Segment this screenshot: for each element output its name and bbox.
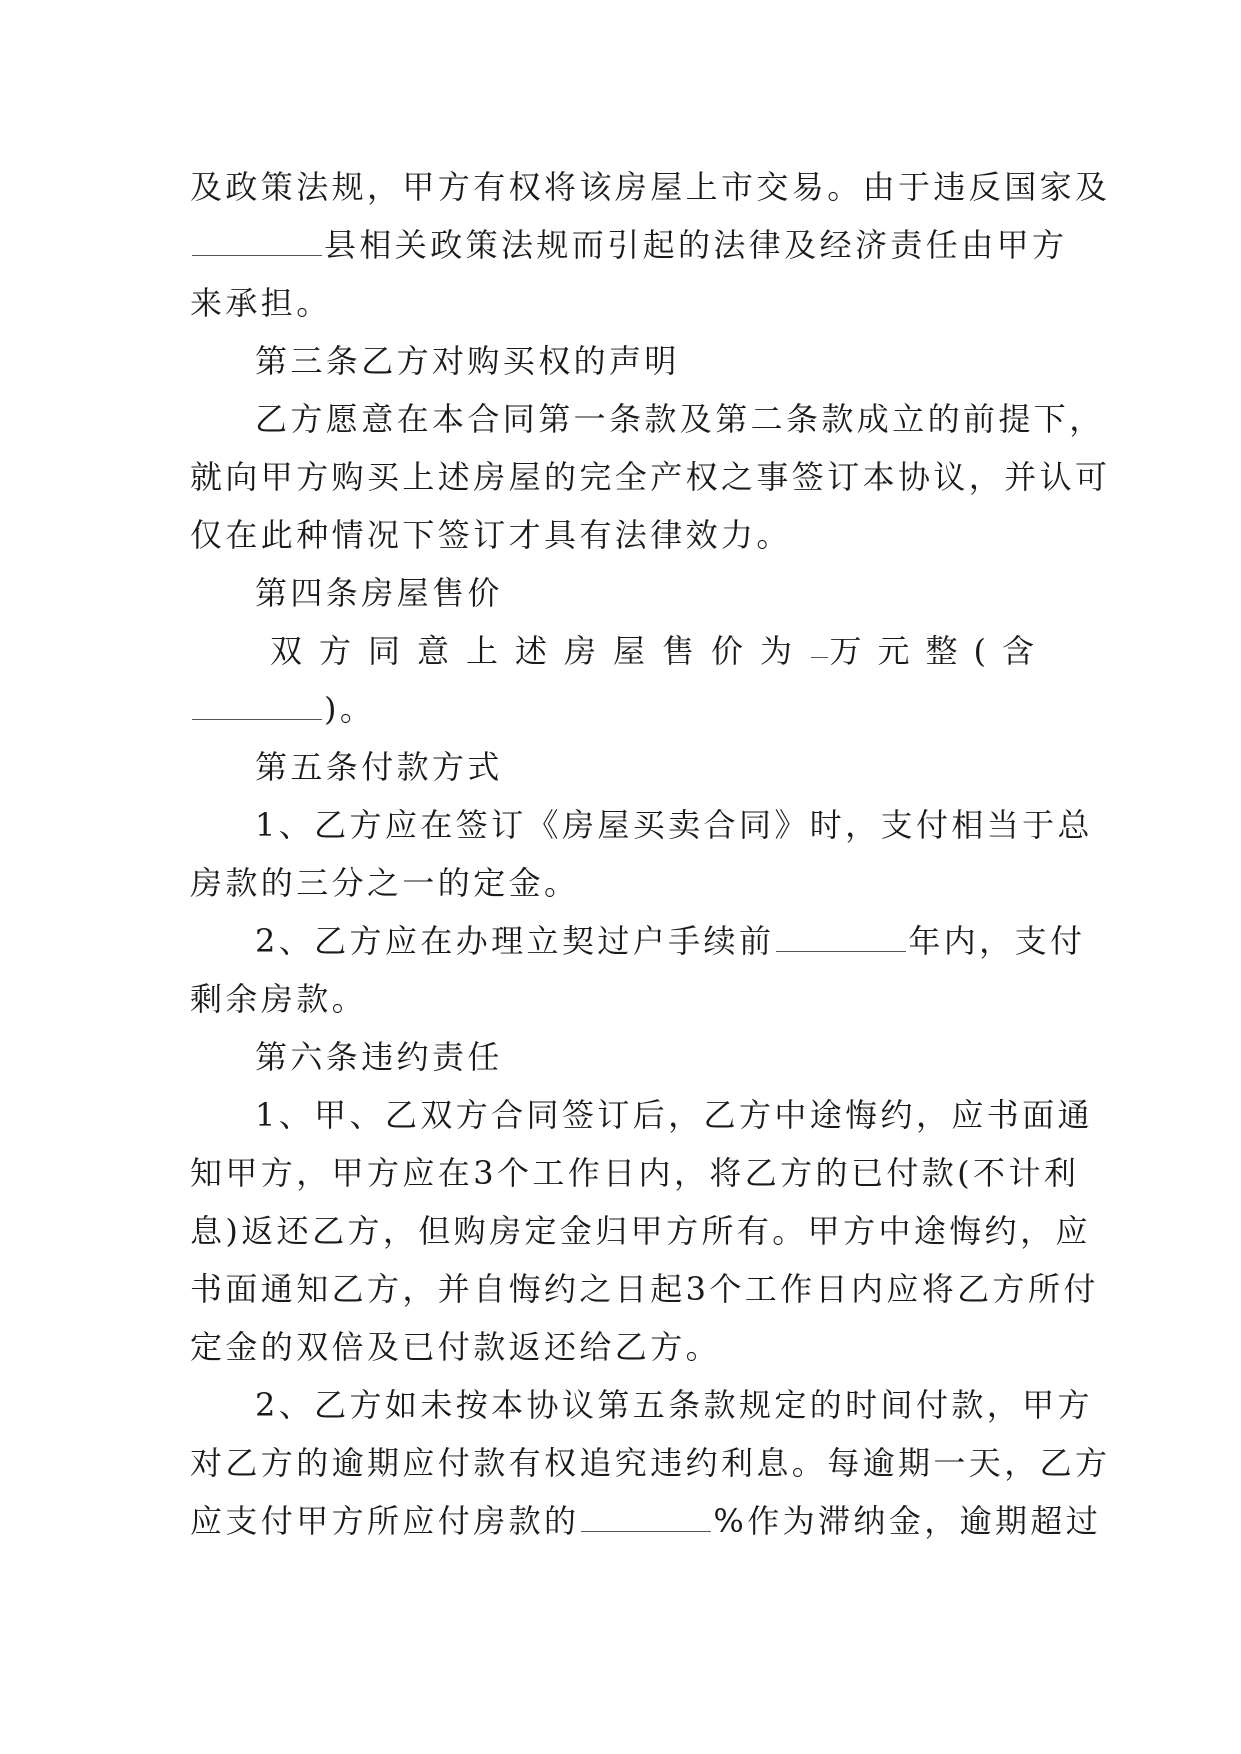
section-heading: 第四条房屋售价 (255, 574, 503, 612)
fill-in-blank (776, 921, 906, 952)
paragraph-line: 1、乙方应在签订《房屋买卖合同》时，支付相当于总 (255, 806, 1093, 844)
paragraph-line: 仅在此种情况下签订才具有法律效力。 (190, 516, 792, 554)
fill-in-blank (581, 1501, 711, 1532)
paragraph-line: 房款的三分之一的定金。 (190, 864, 580, 902)
paragraph-line: )。 (190, 685, 1050, 733)
paragraph-line: 1、甲、乙双方合同签订后，乙方中途悔约，应书面通 (255, 1096, 1093, 1134)
section-heading: 第五条付款方式 (255, 748, 503, 786)
section-heading: 第六条违约责任 (255, 1038, 503, 1076)
paragraph-line: 对乙方的逾期应付款有权追究违约利息。每逾期一天，乙方 (190, 1444, 1111, 1482)
paragraph-line: 知甲方，甲方应在3个工作日内，将乙方的已付款(不计利 (190, 1154, 1080, 1192)
paragraph-line: 2、乙方如未按本协议第五条款规定的时间付款，甲方 (255, 1386, 1093, 1424)
paragraph-line: 乙方愿意在本合同第一条款及第二条款成立的前提下， (255, 400, 1105, 438)
paragraph-line: 及政策法规，甲方有权将该房屋上市交易。由于违反国家及 (190, 168, 1111, 206)
fill-in-blank (811, 627, 827, 658)
paragraph-line: 剩余房款。 (190, 980, 368, 1018)
paragraph-line: 书面通知乙方，并自悔约之日起3个工作日内应将乙方所付 (190, 1270, 1099, 1308)
section-heading: 第三条乙方对购买权的声明 (255, 342, 680, 380)
fill-in-blank (192, 689, 322, 720)
paragraph-line: 应支付甲方所应付房款的 %作为滞纳金，逾期超过 (190, 1502, 1102, 1540)
paragraph-line: 来承担。 (190, 284, 332, 322)
paragraph-line: 定金的双倍及已付款返还给乙方。 (190, 1328, 722, 1366)
paragraph-line: 双方同意上述房屋售价为 万元整(含 (270, 627, 1050, 675)
paragraph-line: 2、乙方应在办理立契过户手续前 年内，支付 (255, 922, 1086, 960)
paragraph-line: 就向甲方购买上述房屋的完全产权之事签订本协议，并认可 (190, 458, 1111, 496)
paragraph-line: 息)返还乙方，但购房定金归甲方所有。甲方中途悔约，应 (190, 1212, 1091, 1250)
paragraph-line: 县相关政策法规而引起的法律及经济责任由甲方 (190, 221, 1050, 269)
fill-in-blank (192, 225, 322, 256)
